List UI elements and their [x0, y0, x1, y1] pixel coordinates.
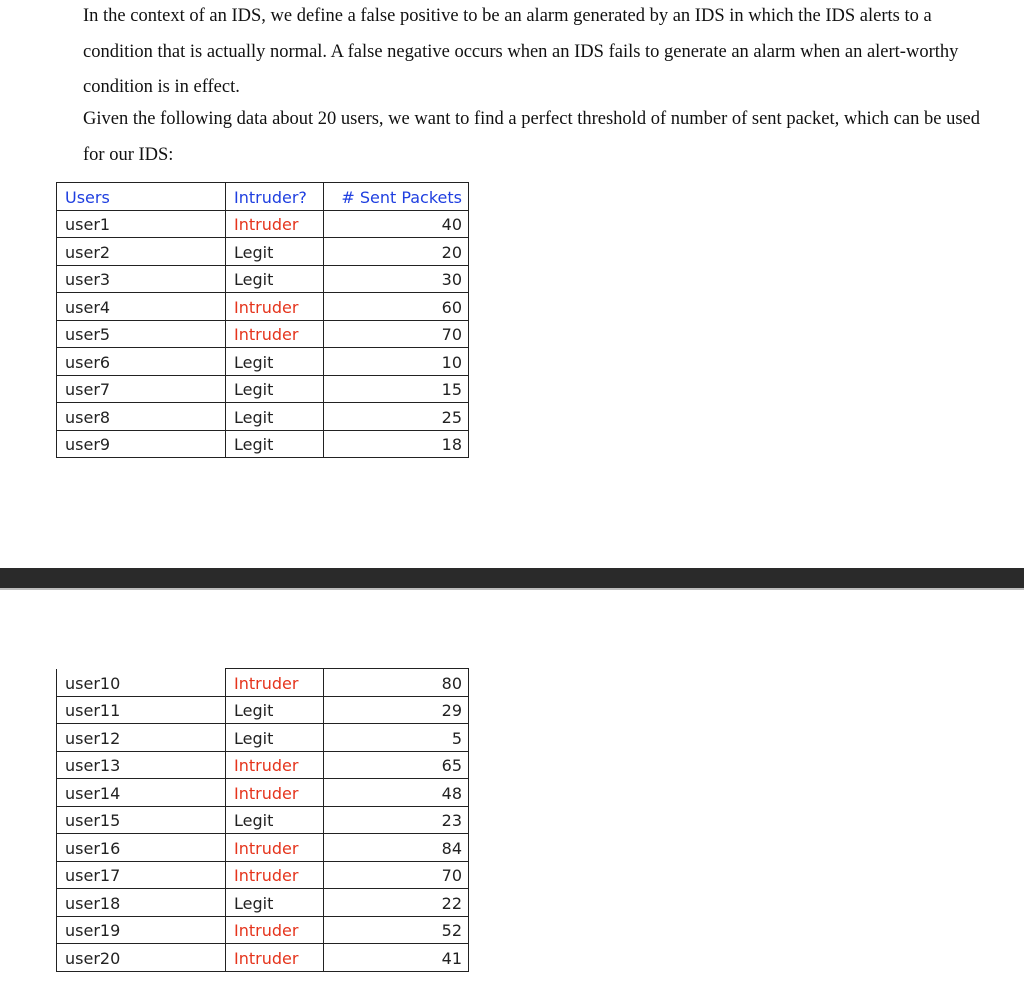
user-cell: user7	[57, 375, 226, 403]
user-cell: user6	[57, 348, 226, 376]
table-row	[57, 669, 469, 697]
table-row	[57, 430, 469, 458]
definition-paragraph: In the context of an IDS, we define a false positive to be an alarm generated by an IDS in which the IDS alerts to a condition that is actually normal. A false negative occurs when an IDS fails to generate an alarm when an alert-worthy condition is in effect.	[83, 6, 959, 97]
table-row	[57, 375, 469, 403]
status-cell: Legit	[226, 238, 324, 266]
question-paragraph: Given the following data about 20 users, we want to find a perfect threshold of number of sent packet, which can be used for our IDS:	[83, 109, 980, 165]
status-cell: Intruder	[226, 834, 324, 862]
user-cell: user2	[57, 238, 226, 266]
packets-cell: 15	[324, 375, 469, 403]
table-row	[57, 320, 469, 348]
packets-cell: 5	[324, 724, 469, 752]
table-row	[57, 210, 469, 238]
user-cell: user14	[57, 779, 226, 807]
packets-cell: 60	[324, 293, 469, 321]
header-intruder: Intruder?	[226, 183, 324, 211]
user-cell: user12	[57, 724, 226, 752]
packets-cell: 25	[324, 403, 469, 431]
packets-cell: 30	[324, 265, 469, 293]
table-row	[57, 696, 469, 724]
user-cell: user5	[57, 320, 226, 348]
table-row	[57, 779, 469, 807]
user-cell: user16	[57, 834, 226, 862]
packets-cell: 70	[324, 861, 469, 889]
packets-cell: 23	[324, 806, 469, 834]
status-cell: Intruder	[226, 944, 324, 972]
user-cell: user11	[57, 696, 226, 724]
user-table-part1	[56, 182, 469, 458]
user-cell: user19	[57, 916, 226, 944]
packets-cell: 40	[324, 210, 469, 238]
packets-cell: 84	[324, 834, 469, 862]
packets-cell: 20	[324, 238, 469, 266]
user-cell: user10	[57, 669, 226, 697]
user-cell: user3	[57, 265, 226, 293]
user-cell: user13	[57, 751, 226, 779]
status-cell: Intruder	[226, 916, 324, 944]
status-cell: Intruder	[226, 779, 324, 807]
table-row	[57, 751, 469, 779]
user-cell: user20	[57, 944, 226, 972]
packets-cell: 10	[324, 348, 469, 376]
table-row	[57, 265, 469, 293]
packets-cell: 29	[324, 696, 469, 724]
table-row	[57, 348, 469, 376]
packets-cell: 52	[324, 916, 469, 944]
status-cell: Intruder	[226, 751, 324, 779]
user-cell: user4	[57, 293, 226, 321]
status-cell: Legit	[226, 430, 324, 458]
header-users: Users	[57, 183, 226, 211]
status-cell: Legit	[226, 806, 324, 834]
user-table-part2	[56, 668, 469, 972]
table-row	[57, 944, 469, 972]
table-row	[57, 238, 469, 266]
user-cell: user15	[57, 806, 226, 834]
packets-cell: 22	[324, 889, 469, 917]
page-divider	[0, 568, 1024, 590]
user-cell: user9	[57, 430, 226, 458]
table-row	[57, 724, 469, 752]
table-row	[57, 293, 469, 321]
status-cell: Intruder	[226, 320, 324, 348]
packets-cell: 80	[324, 669, 469, 697]
status-cell: Intruder	[226, 210, 324, 238]
status-cell: Legit	[226, 375, 324, 403]
packets-cell: 70	[324, 320, 469, 348]
table-header-row	[57, 183, 469, 211]
packets-cell: 65	[324, 751, 469, 779]
user-cell: user1	[57, 210, 226, 238]
status-cell: Intruder	[226, 293, 324, 321]
packets-cell: 48	[324, 779, 469, 807]
table-row	[57, 403, 469, 431]
status-cell: Legit	[226, 265, 324, 293]
user-cell: user8	[57, 403, 226, 431]
status-cell: Legit	[226, 403, 324, 431]
status-cell: Intruder	[226, 669, 324, 697]
user-cell: user18	[57, 889, 226, 917]
packets-cell: 18	[324, 430, 469, 458]
packets-cell: 41	[324, 944, 469, 972]
table-row	[57, 834, 469, 862]
status-cell: Intruder	[226, 861, 324, 889]
table-row	[57, 806, 469, 834]
status-cell: Legit	[226, 889, 324, 917]
table-row	[57, 889, 469, 917]
user-cell: user17	[57, 861, 226, 889]
header-packets: # Sent Packets	[324, 183, 469, 211]
table-row	[57, 916, 469, 944]
status-cell: Legit	[226, 696, 324, 724]
table-row	[57, 861, 469, 889]
status-cell: Legit	[226, 348, 324, 376]
status-cell: Legit	[226, 724, 324, 752]
